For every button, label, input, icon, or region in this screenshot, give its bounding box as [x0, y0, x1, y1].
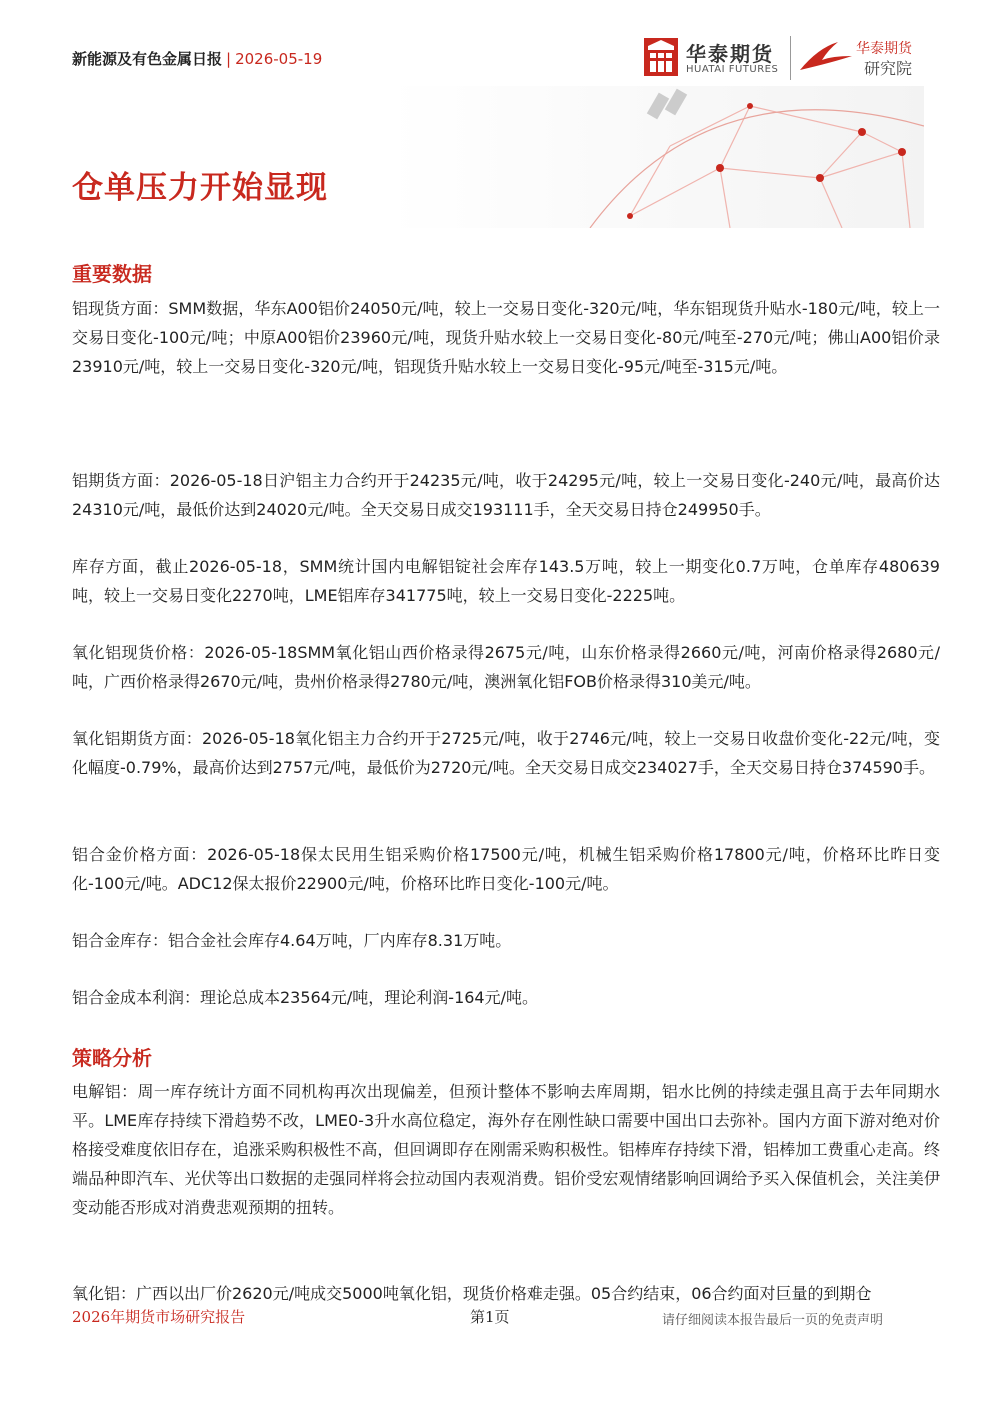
- report-name: 新能源及有色金属日报: [72, 50, 223, 68]
- aluminum-futures-paragraph: 铝期货方面：2026-05-18日沪铝主力合约开于24235元/吨，收于24295元/吨，较上一交易日变化-240元/吨，最高价达24310元/吨，最低价达到24020元/吨。全天交易日成交193111手，全天交易日持仓249950手。: [72, 471, 940, 519]
- institute-name-line2: 研究院: [864, 59, 913, 78]
- electrolytic-aluminum-strategy: 电解铝：周一库存统计方面不同机构再次出现偏差，但预计整体不影响去库周期，铝水比例的持续走强且高于去年同期水平。LME库存持续下滑趋势不改，LME0-3升水高位稳定，海外存在刚性缺口需要中国出口去弥补。国内方面下游对绝对价格接受难度依旧存在，追涨采购积极性不高，但回调即存在刚需采购积极性。铝棒库存持续下滑，铝棒加工费重心走高。终端品种即汽车、光伏等出口数据的走强同样将会拉动国内表观消费。铝价受宏观情绪影响回调给予买入保值机会，关注美伊变动能否形成对消费悲观预期的扭转。: [72, 1082, 940, 1217]
- key-data-heading: 重要数据: [72, 262, 152, 286]
- alumina-futures-paragraph: 氧化铝期货方面：2026-05-18氧化铝主力合约开于2725元/吨，收于2746元/吨，较上一交易日收盘价变化-22元/吨，变化幅度-0.79%，最高价达到2757元/吨，最低价为2720元/吨。全天交易日成交234027手，全天交易日持仓374590手。: [72, 729, 940, 777]
- aluminum-spot-paragraph: 铝现货方面：SMM数据，华东A00铝价24050元/吨，较上一交易日变化-320元/吨，华东铝现货升贴水-180元/吨，较上一交易日变化-100元/吨；中原A00铝价23960元/吨，现货升贴水较上一交易日变化-80元/吨至-270元/吨；佛山A00铝价录23910元/吨，较上一交易日变化-320元/吨，铝现货升贴水较上一交易日变化-95元/吨至-315元/吨。: [72, 299, 940, 376]
- alumina-spot-paragraph: 氧化铝现货价格：2026-05-18SMM氧化铝山西价格录得2675元/吨，山东价格录得2660元/吨，河南价格录得2680元/吨，广西价格录得2670元/吨，贵州价格录得2780元/吨，澳洲氧化铝FOB价格录得310美元/吨。: [72, 643, 940, 691]
- inventory-paragraph: 库存方面，截止2026-05-18，SMM统计国内电解铝锭社会库存143.5万吨，较上一期变化0.7万吨，仓单库存480639吨，较上一交易日变化2270吨，LME铝库存341775吨，较上一交易日变化-2225吨。: [72, 557, 940, 605]
- report-date: 2026-05-19: [235, 50, 323, 68]
- alloy-profit-paragraph: 铝合金成本利润：理论总成本23564元/吨，理论利润-164元/吨。: [72, 988, 538, 1007]
- company-name-cn: 华泰期货: [686, 42, 774, 66]
- strategy-heading: 策略分析: [72, 1046, 152, 1070]
- institute-name-line1: 华泰期货: [856, 41, 912, 57]
- logo-divider: [790, 36, 791, 80]
- alumina-strategy: 氧化铝：广西以出厂价2620元/吨成交5000吨氧化铝，现货价格难走强。05合约结束，06合约面对巨量的到期仓: [72, 1284, 872, 1303]
- report-header: [72, 48, 322, 69]
- alloy-inventory-paragraph: 铝合金库存：铝合金社会库存4.64万吨，厂内库存8.31万吨。: [72, 931, 512, 950]
- company-name-en: HUATAI FUTURES: [686, 64, 779, 75]
- huatai-logo-icon: [644, 38, 678, 76]
- document-title: 仓单压力开始显现: [72, 170, 328, 206]
- footer-disclaimer: 请仔细阅读本报告最后一页的免责声明: [662, 1313, 884, 1328]
- company-logo: [644, 36, 924, 82]
- alloy-price-paragraph: 铝合金价格方面：2026-05-18保太民用生铝采购价格17500元/吨，机械生铝采购价格17800元/吨，价格环比昨日变化-100元/吨。ADC12保太报价22900元/吨，价格环比昨日变化-100元/吨。: [72, 845, 940, 893]
- header-separator: |: [226, 50, 232, 68]
- footer-report-name: 2026年期货市场研究报告: [72, 1308, 246, 1326]
- footer-page-number: 第1页: [470, 1308, 510, 1326]
- institute-swoosh-icon: [798, 38, 854, 78]
